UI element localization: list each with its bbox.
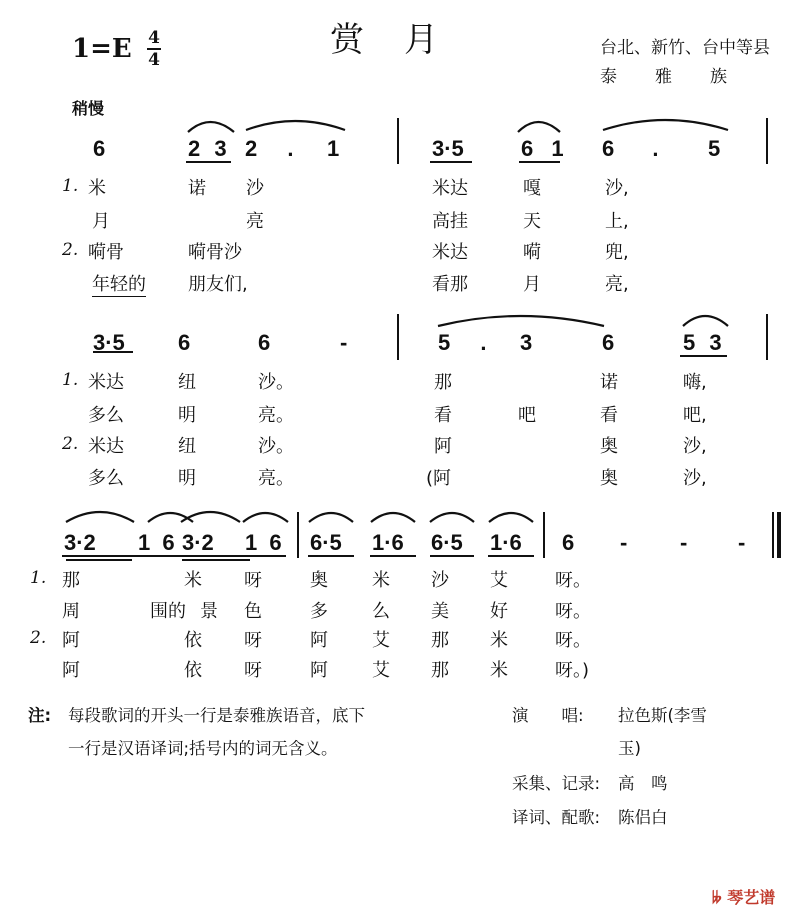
verse-number: 2. [62,240,79,260]
lyric: 奥 [310,570,328,591]
lyric: 朋友们, [188,274,248,295]
note: 1 [327,136,340,161]
barline [543,512,545,558]
slur [188,122,234,132]
singer-name: 拉色斯(李雪 [618,706,707,725]
lyric: 上, [605,211,629,232]
lyric: 周 [62,601,80,622]
lyric: 沙, [683,468,707,489]
lyric: 看那 [432,274,468,295]
note: 1 6 [245,530,285,555]
lyric: 沙 [246,178,264,199]
translator-label: 译词、配歌: [512,808,601,827]
note: - [620,530,628,555]
lyric: 吧, [683,405,707,426]
lyric: 阿 [310,660,328,681]
lyric: 米达 [88,436,124,457]
translator-name: 陈侣白 [618,808,668,827]
lyric: 沙, [683,436,707,457]
note: 6 [93,136,106,161]
slur [371,513,415,522]
lyric: 依 [184,630,202,651]
lyric: 呀。 [555,630,591,651]
note: 5 [708,136,721,161]
note: 6 [178,330,191,355]
note-label: 注: [28,706,52,725]
lyric: 沙。 [258,436,294,457]
lyric: 好 [490,601,508,622]
slur [603,120,728,130]
lyric: 呀 [244,660,262,681]
lyric: 嗬骨沙 [188,242,242,263]
lyric: 色 [244,601,262,622]
lyric: 奥 [600,436,618,457]
lyric: 那 [62,570,80,591]
note: 5 . [438,330,499,355]
lyric: 阿 [62,630,80,651]
lyric: 高挂 [432,211,468,232]
note: 5 3 [683,330,726,355]
lyric: 艾 [372,660,390,681]
lyric: 依 [184,660,202,681]
lyric: 明 [178,468,196,489]
lyric: 呀。 [555,570,591,591]
lyric: 多 [310,601,328,622]
lyric: 年轻的 [92,270,146,297]
barline [397,314,399,360]
note: - [738,530,746,555]
lyric: 米达 [88,372,124,393]
note: 6 1 [521,136,570,161]
note: 6 [258,330,271,355]
tempo-marking: 稍慢 [72,99,105,118]
lyric: 月 [523,274,541,295]
region-text: 台北、新竹、台中等县 [600,38,770,58]
key-signature: 1=E [72,34,132,64]
slur [683,316,728,326]
logo-icon: 𝄫 [712,888,722,907]
note: 6·5 [310,530,342,555]
lyric: 米达 [432,242,468,263]
lyric: 沙 [431,570,449,591]
note: 6 [602,330,615,355]
song-title: 赏月 [330,20,478,60]
barline [397,118,399,164]
note: 3·2 [64,530,96,555]
slur [243,513,288,522]
lyric: 嗬 [523,242,541,263]
slur [430,513,474,522]
note: 2 . [245,136,306,161]
note: 2 3 [188,136,231,161]
lyric: 米达 [432,178,468,199]
ethnic-text: 泰雅族 [600,67,765,87]
barline [297,512,299,558]
lyric: 沙。 [258,372,294,393]
lyric: 米 [372,570,390,591]
lyric: 沙, [605,178,629,199]
lyric: 吧 [518,405,536,426]
lyric: 么 [372,601,390,622]
lyric: 纽 [178,372,196,393]
lyric: 艾 [490,570,508,591]
lyric: 米 [88,178,106,199]
collector-label: 采集、记录: [512,774,601,793]
lyric: 亮。 [258,468,294,489]
lyric: 阿 [62,660,80,681]
lyric: 阿 [434,436,452,457]
note: 1 6 [138,530,178,555]
note: 1·6 [490,530,522,555]
note: 6·5 [431,530,463,555]
note: 3 [520,330,533,355]
lyric: 呀。 [555,601,591,622]
logo-text: 琴艺谱 [727,888,776,907]
lyric: 看 [600,405,618,426]
note: 3·5 [432,136,464,161]
lyric: 米 [490,630,508,651]
lyric: 多么 [88,405,124,426]
lyric: 景 [200,601,218,622]
site-logo [712,885,775,908]
lyric: (阿 [426,468,452,489]
lyric: 奥 [600,468,618,489]
singer-label: 演 唱: [512,706,584,725]
slur [246,121,345,130]
lyric: 米 [490,660,508,681]
slur [438,316,604,326]
time-top: 4 [148,28,160,48]
lyric: 兜, [605,242,629,263]
lyric: 艾 [372,630,390,651]
lyric: 月 [92,211,110,232]
collector-name: 高 鸣 [618,774,668,793]
final-barline-thin [772,512,774,558]
lyric: 围的 [150,601,186,622]
note: 3·2 [182,530,214,555]
lyric: 美 [431,601,449,622]
lyric: 纽 [178,436,196,457]
lyric: 诺 [188,178,206,199]
lyric: 嗨, [683,372,707,393]
lyric: 那 [431,660,449,681]
singer-name-cont: 玉) [618,739,641,758]
barline [766,118,768,164]
slur [66,512,134,522]
note: 6 [562,530,575,555]
lyric: 看 [434,405,452,426]
note-line-2: 一行是汉语译词;括号内的词无含义。 [68,739,338,758]
lyric: 嗬骨 [88,242,124,263]
time-bottom: 4 [148,50,160,70]
final-barline-thick [777,512,781,558]
slur [518,122,560,132]
note-line-1: 每段歌词的开头一行是泰雅族语音，底下 [68,706,365,725]
verse-number: 2. [30,628,47,648]
verse-number: 1. [62,176,79,196]
lyric: 明 [178,405,196,426]
barline [766,314,768,360]
verse-number: 2. [62,434,79,454]
lyric: 那 [431,630,449,651]
lyric: 多么 [88,468,124,489]
lyric: 呀 [244,570,262,591]
note: - [340,330,348,355]
note: 3·5 [93,330,125,355]
lyric: 亮。 [258,405,294,426]
verse-number: 1. [62,370,79,390]
verse-number: 1. [30,568,47,588]
lyric: 呀 [244,630,262,651]
note: - [680,530,688,555]
lyric: 那 [434,372,452,393]
lyric: 亮, [605,274,629,295]
lyric: 亮 [246,211,264,232]
slur [489,513,533,522]
lyric: 诺 [600,372,618,393]
lyric: 嘎 [523,178,541,199]
note: 1·6 [372,530,404,555]
lyric: 天 [523,211,541,232]
lyric: 呀。) [555,660,590,681]
lyric: 米 [184,570,202,591]
slur [309,513,353,522]
note: 6 . [602,136,675,161]
lyric: 阿 [310,630,328,651]
